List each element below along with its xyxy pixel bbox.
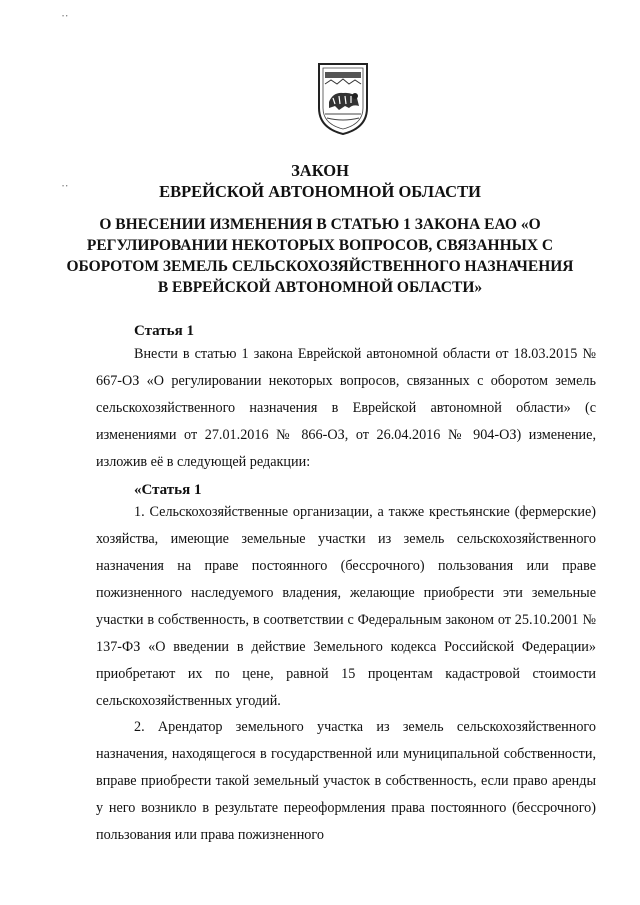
- scan-mark: • •: [62, 184, 68, 190]
- article-intro-text: Внести в статью 1 закона Еврейской автономной области от 18.03.2015 № 667-ОЗ «О регулировании некоторых вопросов, связанных с оборотом земель сельскохозяйственного назначения в Еврейской автономной области» (с изменениями от 27.01.2016 № 866-ОЗ, от 26.04.2016 № 904-ОЗ) изменение, изложив её в следующей редакции:: [96, 346, 596, 470]
- clause-1-paragraph: [96, 499, 596, 715]
- coat-of-arms-icon: [315, 62, 371, 136]
- article-intro-paragraph: [96, 341, 596, 476]
- subject-line: ОБОРОТОМ ЗЕМЕЛЬ СЕЛЬСКОХОЗЯЙСТВЕННОГО НАЗНАЧЕНИЯ: [66, 258, 574, 275]
- clause-2-paragraph: [96, 714, 596, 849]
- law-subject: [60, 214, 580, 298]
- law-label: ЗАКОН: [291, 161, 349, 180]
- law-title: [60, 160, 580, 202]
- article-heading: Статья 1: [134, 323, 194, 339]
- clause-2-text: 2. Арендатор земельного участка из земель сельскохозяйственного назначения, находящегося в государственной или муниципальной собственности, вправе приобрести такой земельный участок в собственность, если право аренды у него возникло в результате переоформления права постоянного (бессрочного) пользования или права пожизненного: [96, 719, 596, 843]
- scan-mark: • •: [62, 14, 68, 20]
- subject-line: О ВНЕСЕНИИ ИЗМЕНЕНИЯ В СТАТЬЮ 1 ЗАКОНА ЕАО «О: [99, 216, 541, 233]
- subject-line: РЕГУЛИРОВАНИИ НЕКОТОРЫХ ВОПРОСОВ, СВЯЗАННЫХ С: [86, 237, 554, 254]
- region-name: ЕВРЕЙСКОЙ АВТОНОМНОЙ ОБЛАСТИ: [159, 182, 481, 201]
- clause-1-text: 1. Сельскохозяйственные организации, а также крестьянские (фермерские) хозяйства, имеющие земельные участки из земель сельскохозяйственного назначения на праве постоянного (бессрочного) пользования или праве пожизненного наследуемого владения, желающие приобрести эти земельные участки в собственность, в соответствии с Федеральным законом от 25.10.2001 № 137-ФЗ «О введении в действие Земельного кодекса Российской Федерации» приобретают их по цене, равной 15 процентам кадастровой стоимости сельскохозяйственных угодий.: [96, 504, 596, 709]
- new-article-heading: «Статья 1: [134, 482, 202, 498]
- subject-line: В ЕВРЕЙСКОЙ АВТОНОМНОЙ ОБЛАСТИ»: [157, 279, 483, 296]
